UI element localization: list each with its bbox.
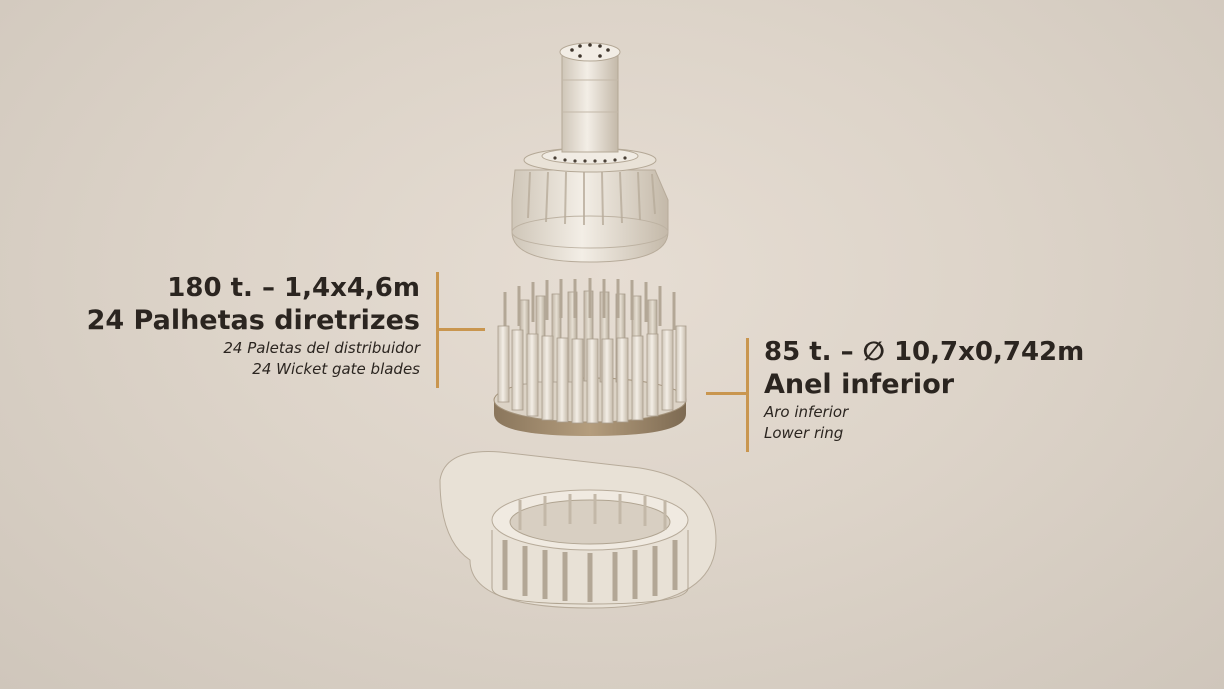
lower-ring-name: Anel inferior xyxy=(764,369,955,400)
left-callout-connector xyxy=(439,328,485,331)
lower-ring-subtitle-es: Aro inferior xyxy=(764,403,849,421)
right-callout-connector xyxy=(706,392,746,395)
lower-ring-subtitle-en: Lower ring xyxy=(764,424,844,442)
lower-ring-callout xyxy=(764,336,1084,444)
wicket-gate-subtitle-en: 24 Wicket gate blades xyxy=(252,360,420,378)
turbine-runner-with-shaft xyxy=(512,43,668,262)
lower-ring-spec: 85 t. – ∅ 10,7x0,742m xyxy=(764,337,1085,367)
wicket-gate-name: 24 Palhetas diretrizes xyxy=(86,305,420,336)
wicket-gate-assembly xyxy=(494,278,686,436)
wicket-gate-subtitle-es: 24 Paletas del distribuidor xyxy=(223,339,420,357)
wicket-gate-spec: 180 t. – 1,4x4,6m xyxy=(167,273,420,303)
spiral-case-stay-ring xyxy=(440,452,716,608)
wicket-gate-callout xyxy=(87,272,420,380)
right-callout-vertical-bar xyxy=(746,338,749,452)
